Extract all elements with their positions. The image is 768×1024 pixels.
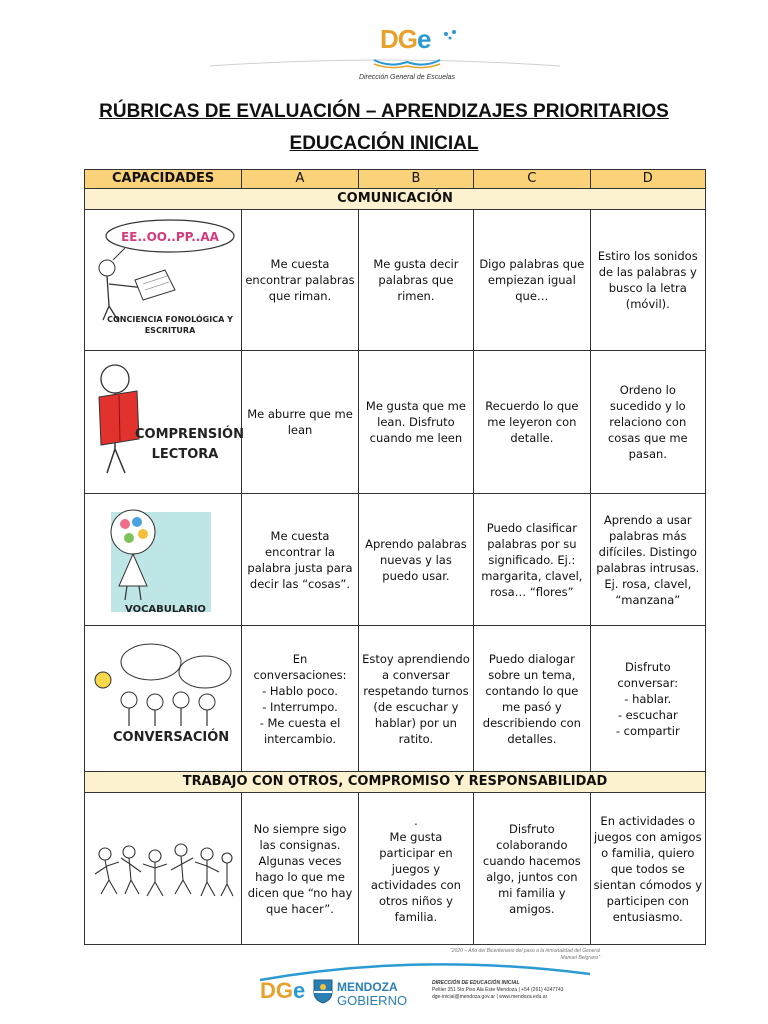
section-title-trabajo: TRABAJO CON OTROS, COMPROMISO Y RESPONSABILIDAD xyxy=(85,772,706,793)
cell-c: Recuerdo lo que me leyeron con detalle. xyxy=(474,351,590,494)
header-d: D xyxy=(590,170,705,189)
page-subtitle: EDUCACIÓN INICIAL xyxy=(289,133,479,154)
cell-d: En actividades o juegos con amigos o familia, quiero que todos se sientan cómodos y participen con entusiasmo. xyxy=(590,793,705,945)
cell-d: Ordeno lo sucedido y lo relaciono con cosas que me pasan. xyxy=(590,351,705,494)
child-reading-icon xyxy=(85,351,244,493)
cell-a: No siempre sigo las consignas. Algunas veces hago lo que me dicen que “no hay que hacer”. xyxy=(242,793,358,945)
cell-c: Puedo clasificar palabras por su significado. Ej.: margarita, clavel, rosa… “flores” xyxy=(474,494,590,626)
header-a: A xyxy=(242,170,358,189)
cell-a: Me aburre que me lean xyxy=(242,351,358,494)
row-image-cell xyxy=(85,626,242,772)
header-b: B xyxy=(358,170,473,189)
dge-logo-subtitle: Dirección General de Escuelas xyxy=(358,74,456,81)
cell-b: Me gusta que me lean. Disfruto cuando me leen xyxy=(358,351,473,494)
section-row xyxy=(85,189,706,210)
cell-b: Estoy aprendiendo a conversar respetando turnos (de escuchar y hablar) por un ratito. xyxy=(358,626,473,772)
cell-a: Me cuesta encontrar palabras que riman. xyxy=(242,210,358,351)
header-capacidades: CAPACIDADES xyxy=(85,170,242,189)
footer-dge-logo: DGe xyxy=(260,978,306,1003)
dge-logo-text: DGe xyxy=(380,24,431,54)
row-image-cell xyxy=(85,210,242,351)
cell-d: Aprendo a usar palabras más difíciles. Distingo palabras intrusas. Ej. rosa, clavel, “manzana” xyxy=(590,494,705,626)
cell-b: Aprendo palabras nuevas y las puedo usar. xyxy=(358,494,473,626)
table-header-row xyxy=(85,170,706,189)
cell-d: Estiro los sonidos de las palabras y busco la letra (móvil). xyxy=(590,210,705,351)
speech-bubble-text: EE..OO..PP..AA xyxy=(121,230,219,244)
row-image-cell xyxy=(85,351,242,494)
rubric-table xyxy=(84,169,706,945)
row-image-cell xyxy=(85,494,242,626)
logo-sparkle-icon xyxy=(438,24,472,58)
cell-a: En conversaciones: - Hablo poco. - Interrumpo. - Me cuesta el intercambio. xyxy=(242,626,358,772)
table-row xyxy=(85,626,706,772)
row-image-label: CONVERSACIÓN xyxy=(113,730,230,745)
cell-c: Puedo dialogar sobre un tema, contando lo que me pasó y describiendo con detalles. xyxy=(474,626,590,772)
section-row xyxy=(85,772,706,793)
page-title: RÚBRICAS DE EVALUACIÓN – APRENDIZAJES PRIORITARIOS xyxy=(99,101,669,122)
children-playing-icon xyxy=(85,794,239,944)
mendoza-gobierno-logo xyxy=(337,980,407,1008)
footer-email: dge-inicial@mendoza.gov.ar | www.mendoza.edu.ar xyxy=(432,994,548,1000)
cell-b: . Me gusta participar en juegos y actividades con otros niños y familia. xyxy=(358,793,473,945)
footer-quote: “2020 – Año del Bicentenario del paso a la inmortalidad del General Manuel Belgrano” xyxy=(450,948,600,961)
header-c: C xyxy=(474,170,590,189)
row-image-cell xyxy=(85,793,242,945)
gov-line1: MENDOZA xyxy=(337,980,398,994)
row-image-label: COMPRENSIÓN LECTORA xyxy=(135,427,244,462)
gov-line2: GOBIERNO xyxy=(337,993,408,1008)
footer-address: Peltier 351 5to Piso Ala Este Mendoza | +54 (261) 4247743 xyxy=(432,987,564,993)
footer-dept: DIRECCIÓN DE EDUCACIÓN INICIAL xyxy=(432,980,520,986)
mendoza-shield-icon xyxy=(312,978,334,1004)
cell-d: Disfruto conversar: - hablar. - escuchar - compartir xyxy=(590,626,705,772)
logo-book-icon xyxy=(372,56,442,70)
table-row xyxy=(85,210,706,351)
header xyxy=(0,16,768,96)
footer-info xyxy=(432,980,602,1001)
children-talking-icon xyxy=(85,626,239,771)
table-row xyxy=(85,793,706,945)
row-image-label: CONCIENCIA FONOLÓGICA Y ESCRITURA xyxy=(107,315,233,335)
cell-c: Digo palabras que empiezan igual que… xyxy=(474,210,590,351)
footer xyxy=(0,944,768,1024)
cell-b: Me gusta decir palabras que rimen. xyxy=(358,210,473,351)
table-row xyxy=(85,494,706,626)
section-title-comunicacion: COMUNICACIÓN xyxy=(85,189,706,210)
dge-logo xyxy=(342,24,472,96)
cell-a: Me cuesta encontrar la palabra justa para decir las “cosas”. xyxy=(242,494,358,626)
row-image-label: VOCABULARIO xyxy=(125,604,206,615)
table-row xyxy=(85,351,706,494)
cell-c: Disfruto colaborando cuando hacemos algo, juntos con mi familia y amigos. xyxy=(474,793,590,945)
